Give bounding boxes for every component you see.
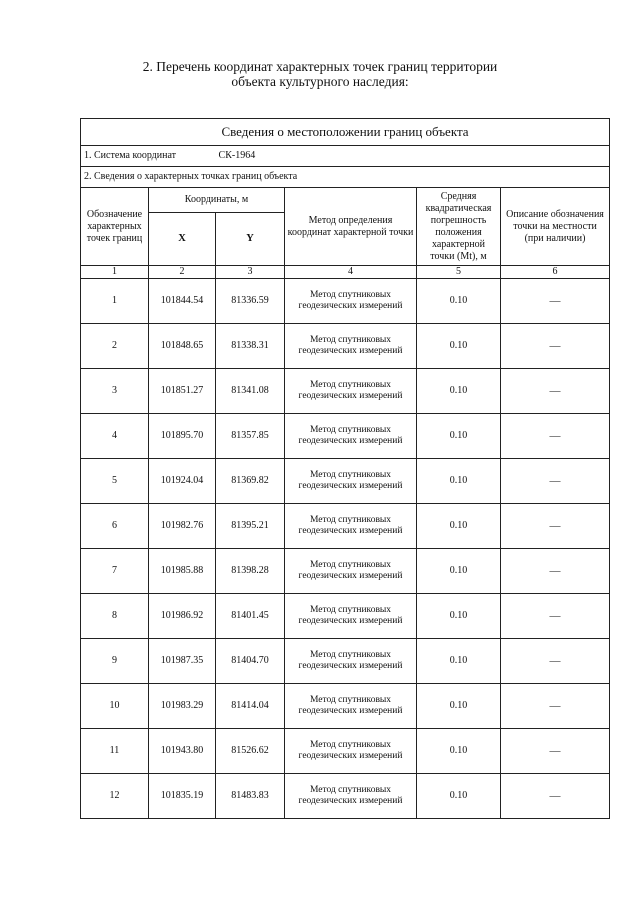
cell-x: 101987.35 bbox=[149, 639, 216, 684]
cell-x: 101982.76 bbox=[149, 504, 216, 549]
header-error: Средняя квадратическая погрешность положения характерной точки (Mt), м bbox=[417, 188, 501, 266]
cell-error: 0.10 bbox=[417, 414, 501, 459]
cell-y: 81357.85 bbox=[216, 414, 285, 459]
cell-point: 4 bbox=[81, 414, 149, 459]
cell-y: 81414.04 bbox=[216, 684, 285, 729]
header-method: Метод определения координат характерной точки bbox=[285, 188, 417, 266]
cell-description bbox=[501, 369, 610, 414]
cell-y: 81341.08 bbox=[216, 369, 285, 414]
cell-x: 101848.65 bbox=[149, 324, 216, 369]
cell-y: 81369.82 bbox=[216, 459, 285, 504]
page-title bbox=[0, 59, 640, 89]
dash-mark: — bbox=[549, 654, 561, 667]
cell-x: 101983.29 bbox=[149, 684, 216, 729]
cell-description bbox=[501, 324, 610, 369]
cell-x: 101985.88 bbox=[149, 549, 216, 594]
page-title-line-1: 2. Перечень координат характерных точек границ территории bbox=[142, 59, 498, 74]
table-row bbox=[81, 324, 610, 369]
column-number: 6 bbox=[501, 266, 610, 279]
cell-method: Метод спутниковых геодезических измерений bbox=[285, 594, 417, 639]
coordinate-system-row bbox=[81, 146, 610, 167]
cell-method: Метод спутниковых геодезических измерений bbox=[285, 279, 417, 324]
header-description: Описание обозначения точки на местности (при наличии) bbox=[501, 188, 610, 266]
cell-method: Метод спутниковых геодезических измерений bbox=[285, 774, 417, 819]
cell-method: Метод спутниковых геодезических измерений bbox=[285, 549, 417, 594]
cell-x: 101851.27 bbox=[149, 369, 216, 414]
cell-method: Метод спутниковых геодезических измерений bbox=[285, 639, 417, 684]
cell-point: 7 bbox=[81, 549, 149, 594]
table-row bbox=[81, 369, 610, 414]
cell-x: 101924.04 bbox=[149, 459, 216, 504]
cell-y: 81483.83 bbox=[216, 774, 285, 819]
points-heading: 2. Сведения о характерных точках границ объекта bbox=[81, 167, 610, 188]
table-row bbox=[81, 504, 610, 549]
cell-error: 0.10 bbox=[417, 459, 501, 504]
dash-mark: — bbox=[549, 744, 561, 757]
table-row bbox=[81, 774, 610, 819]
coordinate-system-label: 1. Система координат bbox=[84, 150, 177, 161]
header-designation: Обозначение характерных точек границ bbox=[81, 188, 149, 266]
cell-point: 5 bbox=[81, 459, 149, 504]
header-y: Y bbox=[216, 213, 285, 266]
table-row bbox=[81, 729, 610, 774]
column-number: 3 bbox=[216, 266, 285, 279]
cell-point: 9 bbox=[81, 639, 149, 684]
cell-y: 81336.59 bbox=[216, 279, 285, 324]
cell-y: 81404.70 bbox=[216, 639, 285, 684]
cell-point: 10 bbox=[81, 684, 149, 729]
dash-mark: — bbox=[549, 474, 561, 487]
cell-point: 8 bbox=[81, 594, 149, 639]
cell-y: 81526.62 bbox=[216, 729, 285, 774]
cell-error: 0.10 bbox=[417, 774, 501, 819]
cell-method: Метод спутниковых геодезических измерений bbox=[285, 684, 417, 729]
section-title: Сведения о местоположении границ объекта bbox=[81, 119, 610, 146]
table-row bbox=[81, 414, 610, 459]
cell-x: 101943.80 bbox=[149, 729, 216, 774]
cell-description bbox=[501, 504, 610, 549]
coordinate-system-value: СК-1964 bbox=[218, 150, 256, 161]
cell-description bbox=[501, 549, 610, 594]
cell-method: Метод спутниковых геодезических измерений bbox=[285, 369, 417, 414]
dash-mark: — bbox=[549, 519, 561, 532]
column-number: 2 bbox=[149, 266, 216, 279]
cell-error: 0.10 bbox=[417, 279, 501, 324]
cell-description bbox=[501, 279, 610, 324]
cell-error: 0.10 bbox=[417, 729, 501, 774]
cell-method: Метод спутниковых геодезических измерений bbox=[285, 414, 417, 459]
cell-method: Метод спутниковых геодезических измерений bbox=[285, 459, 417, 504]
table-row bbox=[81, 549, 610, 594]
cell-error: 0.10 bbox=[417, 639, 501, 684]
cell-description bbox=[501, 594, 610, 639]
cell-error: 0.10 bbox=[417, 369, 501, 414]
cell-point: 6 bbox=[81, 504, 149, 549]
column-numbers-row bbox=[81, 266, 610, 279]
cell-y: 81401.45 bbox=[216, 594, 285, 639]
cell-point: 3 bbox=[81, 369, 149, 414]
column-number: 1 bbox=[81, 266, 149, 279]
table-row bbox=[81, 279, 610, 324]
cell-description bbox=[501, 459, 610, 504]
header-x: X bbox=[149, 213, 216, 266]
dash-mark: — bbox=[549, 609, 561, 622]
dash-mark: — bbox=[549, 699, 561, 712]
cell-x: 101844.54 bbox=[149, 279, 216, 324]
cell-method: Метод спутниковых геодезических измерений bbox=[285, 324, 417, 369]
table-row bbox=[81, 639, 610, 684]
cell-method: Метод спутниковых геодезических измерений bbox=[285, 504, 417, 549]
dash-mark: — bbox=[549, 384, 561, 397]
column-number: 4 bbox=[285, 266, 417, 279]
page-title-line-2: объекта культурного наследия: bbox=[231, 74, 409, 89]
dash-mark: — bbox=[549, 429, 561, 442]
dash-mark: — bbox=[549, 339, 561, 352]
cell-method: Метод спутниковых геодезических измерений bbox=[285, 729, 417, 774]
cell-x: 101895.70 bbox=[149, 414, 216, 459]
cell-error: 0.10 bbox=[417, 504, 501, 549]
cell-description bbox=[501, 684, 610, 729]
cell-point: 2 bbox=[81, 324, 149, 369]
cell-error: 0.10 bbox=[417, 684, 501, 729]
table-row bbox=[81, 684, 610, 729]
dash-mark: — bbox=[549, 294, 561, 307]
cell-x: 101986.92 bbox=[149, 594, 216, 639]
dash-mark: — bbox=[549, 564, 561, 577]
cell-y: 81395.21 bbox=[216, 504, 285, 549]
cell-error: 0.10 bbox=[417, 324, 501, 369]
cell-description bbox=[501, 729, 610, 774]
header-coordinates: Координаты, м bbox=[149, 188, 285, 213]
cell-point: 1 bbox=[81, 279, 149, 324]
cell-point: 11 bbox=[81, 729, 149, 774]
cell-y: 81398.28 bbox=[216, 549, 285, 594]
cell-y: 81338.31 bbox=[216, 324, 285, 369]
cell-error: 0.10 bbox=[417, 594, 501, 639]
table-row bbox=[81, 459, 610, 504]
table-row bbox=[81, 594, 610, 639]
cell-description bbox=[501, 639, 610, 684]
column-number: 5 bbox=[417, 266, 501, 279]
cell-x: 101835.19 bbox=[149, 774, 216, 819]
cell-description bbox=[501, 774, 610, 819]
coordinates-table bbox=[80, 118, 610, 819]
cell-error: 0.10 bbox=[417, 549, 501, 594]
cell-point: 12 bbox=[81, 774, 149, 819]
cell-description bbox=[501, 414, 610, 459]
dash-mark: — bbox=[549, 789, 561, 802]
